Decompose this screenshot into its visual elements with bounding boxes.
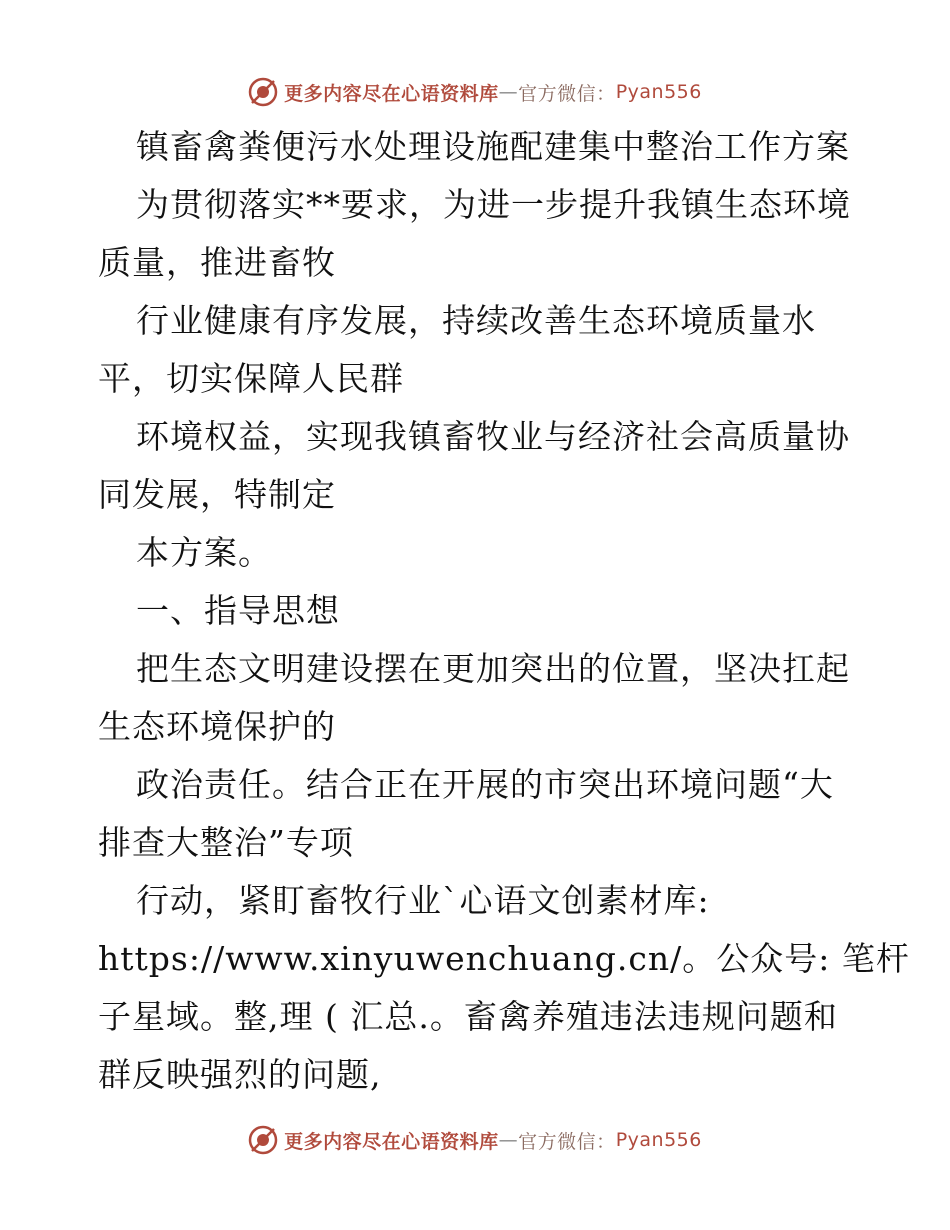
watermark-wechat-label: 官方微信： — [518, 82, 616, 105]
paragraph-line: 为贯彻落实**要求，为进一步提升我镇生态环境 — [136, 185, 851, 224]
watermark-wechat-id: Pyan556 — [615, 1129, 702, 1151]
paragraph-line: 质量，推进畜牧 — [98, 243, 336, 282]
watermark-separator: — — [498, 81, 519, 103]
watermark-brand-text: 更多内容尽在心语资料库 — [284, 82, 499, 105]
paragraph-line: 本方案。 — [136, 533, 272, 572]
section-heading: 一、指导思想 — [136, 591, 340, 630]
paragraph-line: 把生态文明建设摆在更加突出的位置，坚决扛起 — [136, 649, 850, 688]
watermark-wechat-id: Pyan556 — [615, 81, 702, 103]
paragraph-line: 行业健康有序发展，持续改善生态环境质量水 — [136, 301, 816, 340]
paragraph-line: 子星域。整,理 ( 汇总.。畜禽养殖违法违规问题和 — [98, 997, 838, 1036]
watermark-brand-text: 更多内容尽在心语资料库 — [284, 1130, 499, 1153]
paragraph-line: 环境权益，实现我镇畜牧业与经济社会高质量协 — [136, 417, 850, 456]
watermark-separator: — — [498, 1129, 519, 1151]
paragraph-line: 行动，紧盯畜牧行业`心语文创素材库: — [136, 881, 710, 920]
watermark-wechat-label: 官方微信： — [518, 1130, 616, 1153]
watermark-header — [0, 72, 950, 112]
document-title: 镇畜禽粪便污水处理设施配建集中整治工作方案 — [136, 127, 850, 166]
paragraph-line: 生态环境保护的 — [98, 707, 336, 746]
paragraph-line: 平，切实保障人民群 — [98, 359, 404, 398]
document-body — [98, 118, 910, 1104]
paragraph-line: 政治责任。结合正在开展的市突出环境问题“大 — [136, 765, 834, 804]
paragraph-line: 群反映强烈的问题, — [98, 1055, 382, 1094]
brand-logo-icon — [248, 1125, 278, 1155]
paragraph-line: https://www.xinyuwenchuang.cn/。公众号: 笔杆 — [98, 939, 910, 978]
paragraph-line: 排查大整治”专项 — [98, 823, 354, 862]
paragraph-line: 同发展，特制定 — [98, 475, 336, 514]
brand-logo-icon — [248, 77, 278, 107]
watermark-footer — [0, 1120, 950, 1160]
